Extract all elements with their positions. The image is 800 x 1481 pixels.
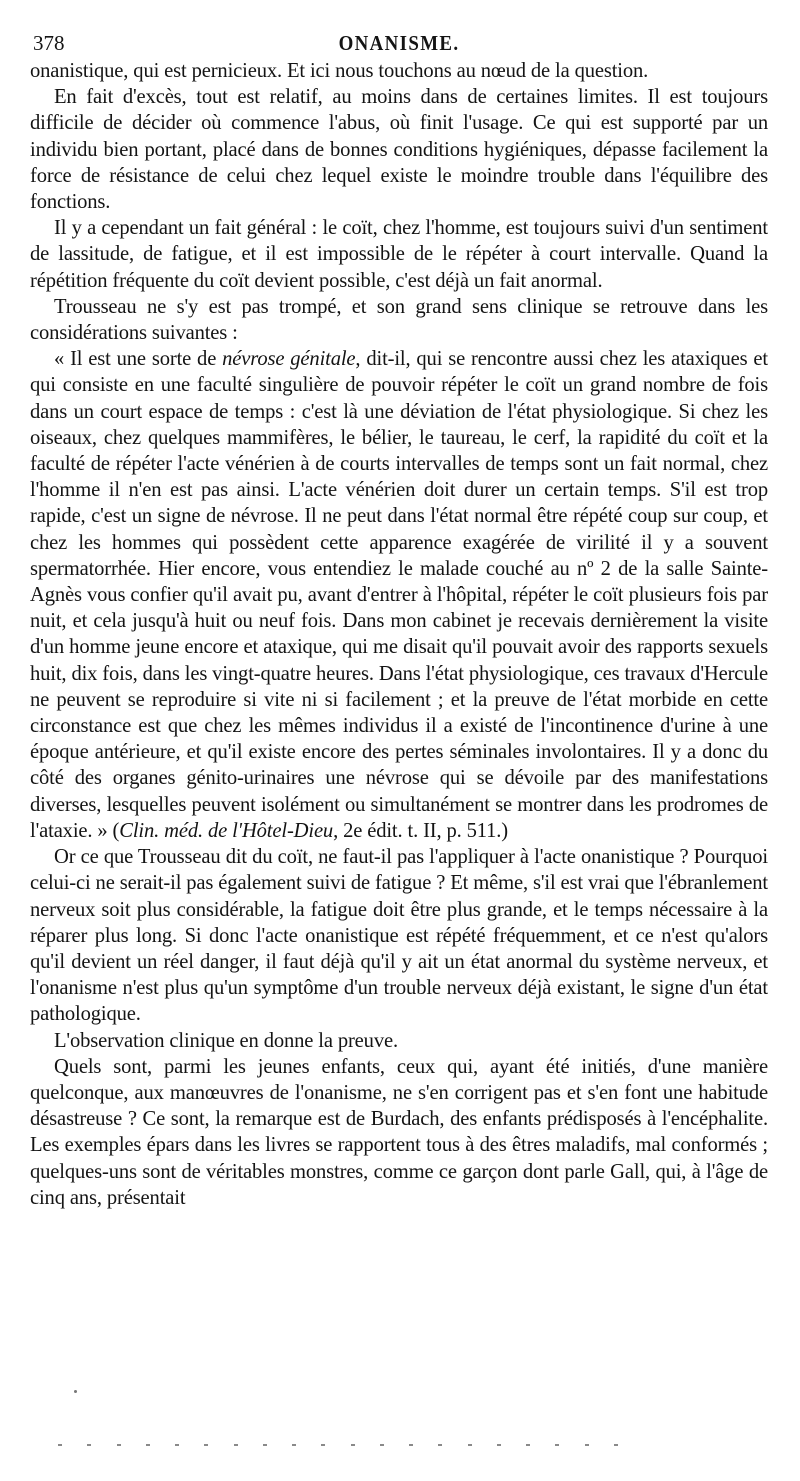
running-title: ONANISME. [338,31,460,55]
quote-body: , dit-il, qui se rencontre aussi chez les ataxiques et qui consiste en une faculté singulière de pouvoir répéter le coït un grand nombre de fois dans un court espace de temps : c'est là une déviation de l'état physiologique. Si chez les oiseaux, chez quelques mammifères, le bélier, le taureau, le cerf, la rapidité du coït et la faculté de répéter l'acte vénérien à de courts intervalles de temps sont un fait normal, chez l'homme il n'en est pas ainsi. L'acte vénérien doit durer un certain temps. S'il est trop rapide, c'est un signe de névrose. Il ne peut dans l'état normal être répété coup sur coup, et chez les hommes qui possèdent cette apparence exagérée de virilité il y a souvent spermatorrhée. Hier encore, vous entendiez le malade couché au nº 2 de la salle Sainte-Agnès vous confier qu'il avait pu, avant d'entrer à l'hôpital, répéter le coït plusieurs fois par nuit, et cela jusqu'à huit ou neuf fois. Dans mon cabinet je recevais dernièrement la visite d'un homme jeune encore et ataxique, qui me disait qu'il pouvait avoir des rapports sexuels huit, dix fois, dans les vingt-quatre heures. Dans l'état physiologique, ces travaux d'Hercule ne peuvent se reproduire si vite ni si facilement ; et la preuve de l'état morbide en cette circonstance est que chez les mêmes individus il a existé de l'incontinence d'urine à une époque antérieure, et qu'il existe encore des pertes séminales involontaires. Il y a donc du côté des organes génito-urinaires une névrose qui se dévoile par des manifestations diverses, lesquelles peuvent isolément ou simultanément se montrer dans les prodromes de l'ataxie. » ( [30,348,768,842]
trousseau-quotation [30,346,768,844]
book-page [30,28,768,1211]
paragraph-trousseau-intro: Trousseau ne s'y est pas trompé, et son grand sens clinique se retrouve dans les considérations suivantes : [30,295,768,345]
paragraph-onanistic-act: Or ce que Trousseau dit du coït, ne faut-il pas l'appliquer à l'acte onanistique ? Pourquoi celui-ci ne serait-il pas également suivi de fatigue ? Et même, s'il est vrai que l'ébranlement nerveux soit plus considérable, la fatigue doit être plus grande, et le temps nécessaire à la réparer plus long. Si donc l'acte onanistique est répété fréquemment, et ce n'est qu'alors qu'il devient un réel danger, il faut déjà qu'il y ait un état anormal du système nerveux, et l'onanisme n'est plus qu'un symptôme d'un trouble nerveux déjà existant, le signe d'un état pathologique. [30,846,768,1026]
paragraph-young-children: Quels sont, parmi les jeunes enfants, ceux qui, ayant été initiés, d'une manière quelconque, aux manœuvres de l'onanisme, ne s'en corrigent pas et s'en font une habitude désastreuse ? Ce sont, la remarque est de Burdach, des enfants prédisposés à l'encéphalite. Les exemples épars dans les livres se rapportent tous à des êtres maladifs, mal conformés ; quelques-uns sont de véritables monstres, comme ce garçon dont parle Gall, qui, à l'âge de cinq ans, présentait [30,1055,768,1209]
quote-open: « Il est une sorte de [54,348,223,371]
footer-bleed-marks [58,1444,618,1448]
page-header [30,28,768,58]
quote-citation: Clin. méd. de l'Hôtel-Dieu [119,819,334,842]
paragraph-general-fact: Il y a cependant un fait général : le coït, chez l'homme, est toujours suivi d'un sentiment de lassitude, de fatigue, et il est impossible de le répéter à court intervalle. Quand la répétition fréquente du coït devient possible, c'est déjà un fait anormal. [30,217,768,292]
stray-print-mark [74,1390,77,1393]
quote-citation-tail: , 2e édit. t. II, p. 511.) [333,819,509,842]
paragraph-excess: En fait d'excès, tout est relatif, au moins dans de certaines limites. Il est toujours difficile de décider où commence l'abus, où finit l'usage. Ce qui est supporté par un individu bien portant, placé dans de bonnes conditions hygiéniques, dépasse facilement la force de résistance de celui chez lequel existe le moindre trouble dans l'équilibre des fonctions. [30,86,768,214]
quote-term: névrose génitale [222,348,356,371]
paragraph-clinical-observation: L'observation clinique en donne la preuve. [54,1029,398,1052]
paragraph-continued: onanistique, qui est pernicieux. Et ici nous touchons au nœud de la question. [30,60,649,82]
body-text [30,58,768,1211]
page-number: 378 [33,31,65,55]
